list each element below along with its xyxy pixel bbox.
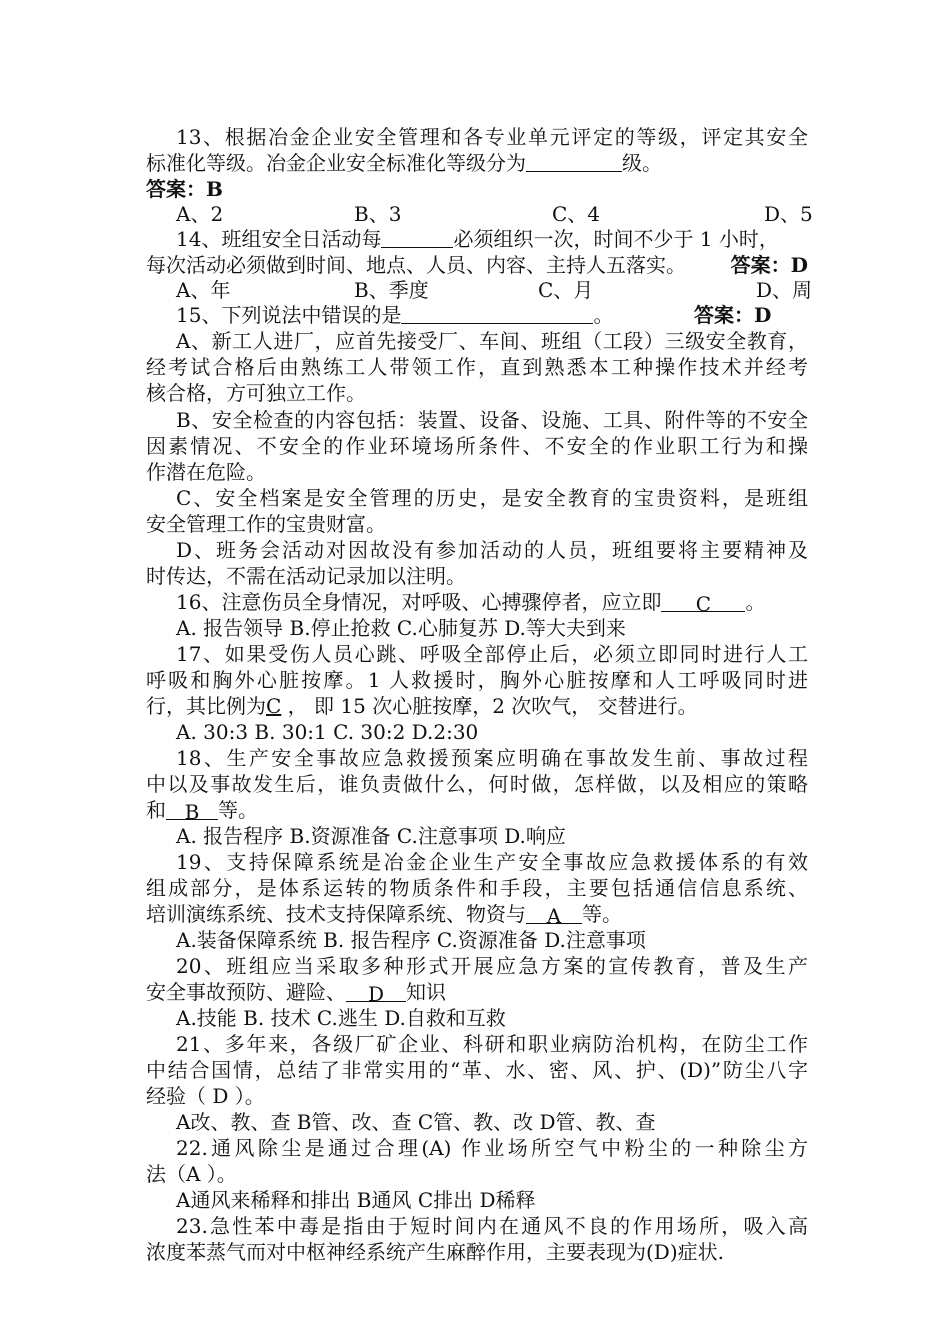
option-d: D、周 <box>756 278 813 302</box>
q19-options: A.装备保障系统 B. 报告程序 C.资源准备 D.注意事项 <box>176 928 646 952</box>
q16-line <box>176 589 808 615</box>
option-a: A、年 <box>176 278 231 302</box>
q16-options: A. 报告领导 B.停止抢救 C.心肺复苏 D.等大夫到来 <box>176 616 626 640</box>
q21-line: 21、多年来，各级厂矿企业、科研和职业病防治机构，在防尘工作 <box>176 1032 808 1056</box>
q22-line: 法（A ）。 <box>146 1162 237 1186</box>
q17-line: 呼吸和胸外心脏按摩。1 人救援时，胸外心脏按摩和人工呼吸同时进 <box>146 668 808 692</box>
q18-fill: B <box>166 799 218 820</box>
q15-answer: 答案：D <box>694 303 772 327</box>
q20-line <box>146 979 808 1005</box>
q17-fill: C <box>266 694 282 718</box>
option-b: B、3 <box>354 202 402 226</box>
q14-text: 每次活动必须做到时间、地点、人员、内容、主持人五落实。 <box>146 253 686 277</box>
q22-options: A通风来稀释和排出 B通风 C排出 D稀释 <box>176 1188 536 1212</box>
q19-line: 组成部分，是体系运转的物质条件和手段，主要包括通信信息系统、 <box>146 876 808 900</box>
q15-option-b: 因素情况、不安全的作业环境场所条件、不安全的作业职工行为和操 <box>146 434 808 458</box>
q15-option-d: 时传达，不需在活动记录加以注明。 <box>146 564 466 588</box>
q23-line: 浓度苯蒸气而对中枢神经系统产生麻醉作用，主要表现为(D)症状. <box>146 1240 724 1264</box>
q14-text: 必须组织一次，时间不少于 1 小时， <box>453 227 779 251</box>
q20-options: A.技能 B. 技术 C.逃生 D.自救和互救 <box>176 1006 506 1030</box>
q19-text: 等。 <box>582 902 622 926</box>
q19-line <box>146 901 808 927</box>
option-b: B、季度 <box>354 278 429 302</box>
q15-option-a: 核合格，方可独立工作。 <box>146 381 366 405</box>
q14-options <box>146 277 813 303</box>
q19-text: 培训演练系统、技术支持保障系统、物资与 <box>146 902 526 926</box>
q13-text-end: 级。 <box>622 151 662 175</box>
q18-line: 18、生产安全事故应急救援预案应明确在事故发生前、事故过程 <box>176 746 808 770</box>
q20-fill: D <box>346 981 406 1002</box>
option-d: D、5 <box>764 202 813 226</box>
q15-option-b: 作潜在危险。 <box>146 460 266 484</box>
q20-line: 20、班组应当采取多种形式开展应急方案的宣传教育，普及生产 <box>176 954 808 978</box>
q15-option-c: C、安全档案是安全管理的历史，是安全教育的宝贵资料，是班组 <box>176 486 808 510</box>
option-a: A、2 <box>176 202 224 226</box>
q15-text: 15、下列说法中错误的是 <box>176 303 402 327</box>
q15-blank <box>401 303 593 324</box>
q16-fill: C <box>661 591 745 612</box>
q14-line <box>176 226 808 252</box>
q18-line <box>146 797 808 823</box>
q19-fill: A <box>526 903 582 924</box>
q17-line: 17、如果受伤人员心跳、呼吸全部停止后，必须立即同时进行人工 <box>176 642 808 666</box>
q14-blank <box>381 227 453 248</box>
q13-options <box>146 201 813 227</box>
q15-option-a: 经考试合格后由熟练工人带领工作，直到熟悉本工种操作技术并经考 <box>146 355 808 379</box>
q20-text: 知识 <box>406 980 446 1004</box>
q16-text: 16、注意伤员全身情况，对呼吸、心搏骤停者，应立即 <box>176 590 662 614</box>
q20-text: 安全事故预防、避险、 <box>146 980 346 1004</box>
q21-line: 经验（ D ）。 <box>146 1084 265 1108</box>
q18-line: 中以及事故发生后，谁负责做什么，何时做，怎样做，以及相应的策略 <box>146 772 808 796</box>
q17-text: 行，其比例为 <box>146 694 266 718</box>
q14-answer: 答案：D <box>730 253 808 277</box>
q22-line: 22.通风除尘是通过合理(A) 作业场所空气中粉尘的一种除尘方 <box>176 1136 808 1160</box>
q23-line: 23.急性苯中毒是指由于短时间内在通风不良的作用场所，吸入高 <box>176 1214 808 1238</box>
q15-option-d: D、班务会活动对因故没有参加活动的人员，班组要将主要精神及 <box>176 538 808 562</box>
q13-line <box>146 150 808 176</box>
option-c: C、月 <box>538 278 594 302</box>
q16-text-end: 。 <box>745 590 766 614</box>
q15-text-end: 。 <box>593 303 614 327</box>
q17-text: ， 即 15 次心脏按摩，2 次吹气， 交替进行。 <box>281 694 698 718</box>
q19-line: 19、支持保障系统是冶金企业生产安全事故应急救援体系的有效 <box>176 850 808 874</box>
q18-options: A. 报告程序 B.资源准备 C.注意事项 D.响应 <box>176 824 566 848</box>
q15-line <box>176 302 808 328</box>
q13-text: 标准化等级。冶金企业安全标准化等级分为 <box>146 151 526 175</box>
q14-line <box>146 252 808 278</box>
q17-options: A. 30:3 B. 30:1 C. 30:2 D.2:30 <box>176 720 479 744</box>
q21-options: A改、教、查 B管、改、查 C管、教、改 D管、教、查 <box>176 1110 656 1134</box>
q15-option-b: B、安全检查的内容包括：装置、设备、设施、工具、附件等的不安全 <box>176 408 808 432</box>
q18-text: 等。 <box>218 798 258 822</box>
q13-answer: 答案：B <box>146 177 223 201</box>
q21-line: 中结合国情，总结了非常实用的“革、水、密、风、护、(D)”防尘八字 <box>146 1058 808 1082</box>
q17-line <box>146 693 808 719</box>
option-c: C、4 <box>552 202 601 226</box>
q13-line: 13、根据冶金企业安全管理和各专业单元评定的等级，评定其安全 <box>176 125 808 149</box>
q15-option-c: 安全管理工作的宝贵财富。 <box>146 512 386 536</box>
q13-blank <box>526 151 622 172</box>
q18-text: 和 <box>146 798 166 822</box>
q15-option-a: A、新工人进厂，应首先接受厂、车间、班组（工段）三级安全教育， <box>176 329 808 353</box>
q14-text: 14、班组安全日活动每 <box>176 227 382 251</box>
